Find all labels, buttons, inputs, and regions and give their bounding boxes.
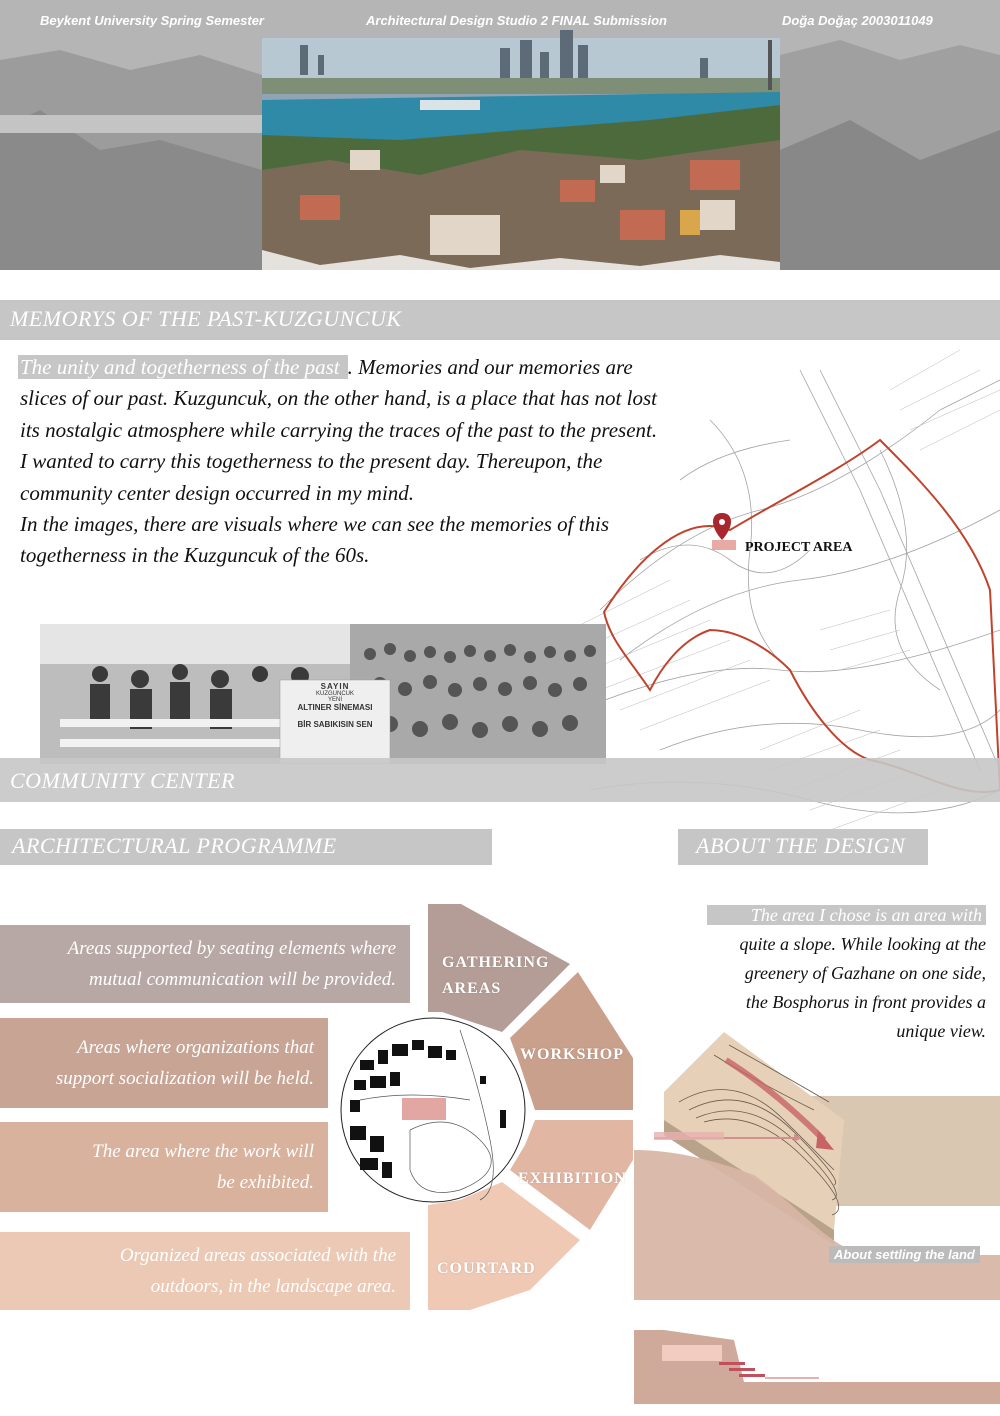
poster-line-4: ALTINER SİNEMASI [297,703,373,712]
land-section-2 [634,1330,1000,1404]
project-site-marker [712,540,736,550]
community-title: COMMUNITY CENTER [10,768,235,793]
ring-label-exhibition: EXHIBITION [518,1170,627,1187]
programme-box-workshop [0,1018,328,1108]
programme-desc-3b: be exhibited. [216,1172,314,1193]
terrain-model-and-sections [634,1010,1000,1416]
programme-desc-3a: The area where the work will [92,1141,314,1162]
ring-label-gathering: GATHERING AREAS [442,954,550,997]
intro-paragraph [20,352,660,572]
project-boundary [604,440,1000,792]
programme-desc-2a: Areas where organizations that [77,1037,314,1058]
university-label: Beykent University Spring Semester [40,13,264,28]
design-line-3: greenery of Gazhane on one side, [744,963,986,983]
programme-desc-1b: mutual communication will be provided. [89,969,396,990]
poster-line-2: KUZGUNCUK [315,691,354,697]
design-line-5: unique view. [896,1021,986,1041]
design-title: ABOUT THE DESIGN [696,833,906,858]
cinema-poster [280,682,390,729]
design-line-4: the Bosphorus in front provides a [745,992,986,1012]
programme-title-band [0,829,492,865]
ring-label-workshop: WORKSHOP [520,1046,625,1063]
programme-desc-2b: support socialization will be held. [55,1068,314,1089]
location-pin-icon [713,513,731,540]
project-area-label: PROJECT AREA [745,540,853,555]
hero-photo-collage [0,0,1000,270]
memories-title: MEMORYS OF THE PAST-KUZGUNCUK [10,306,402,331]
intro-body-2: In the images, there are visuals where we can see the memories of this togetherness in the Kuzguncuk of the 60s. [20,512,610,568]
design-title-band [678,829,928,865]
section-tag: About settling the land [829,1246,980,1263]
ring-label-courtyard: COURTARD [437,1260,536,1277]
poster-line-5: BİR SABIKISIN SEN [297,720,373,729]
site-plan-project-marker [402,1098,446,1120]
programme-desc-4b: outdoors, in the landscape area. [150,1276,396,1297]
student-label: Doğa Doğaç 2003011049 [782,13,933,28]
programme-desc-1a: Areas supported by seating elements where [67,938,396,959]
programme-desc-4a: Organized areas associated with the [119,1245,396,1266]
programme-title: ARCHITECTURAL PROGRAMME [12,833,337,858]
poster-line-1: SAYIN [320,682,350,691]
hero-photo-band [0,0,1000,270]
design-highlight: The area I chose is an area with [707,905,986,925]
programme-box-exhibition [0,1122,328,1212]
course-label: Architectural Design Studio 2 FINAL Submission [366,13,667,28]
intro-highlight: The unity and togetherness of the past [18,355,348,379]
intro-body: . Memories and our memories are slices of our past. Kuzguncuk, on the other hand, is a place that has not lost its nostalgic atmosphere while carrying the traces of the past to the present. I wanted to carry this togetherness to the present day. Thereupon, the community center design occurred in my mind. [20,355,658,505]
community-title-band [0,758,1000,802]
poster-line-3: YENİ [327,697,342,703]
design-line-2: quite a slope. While looking at the [739,934,986,954]
